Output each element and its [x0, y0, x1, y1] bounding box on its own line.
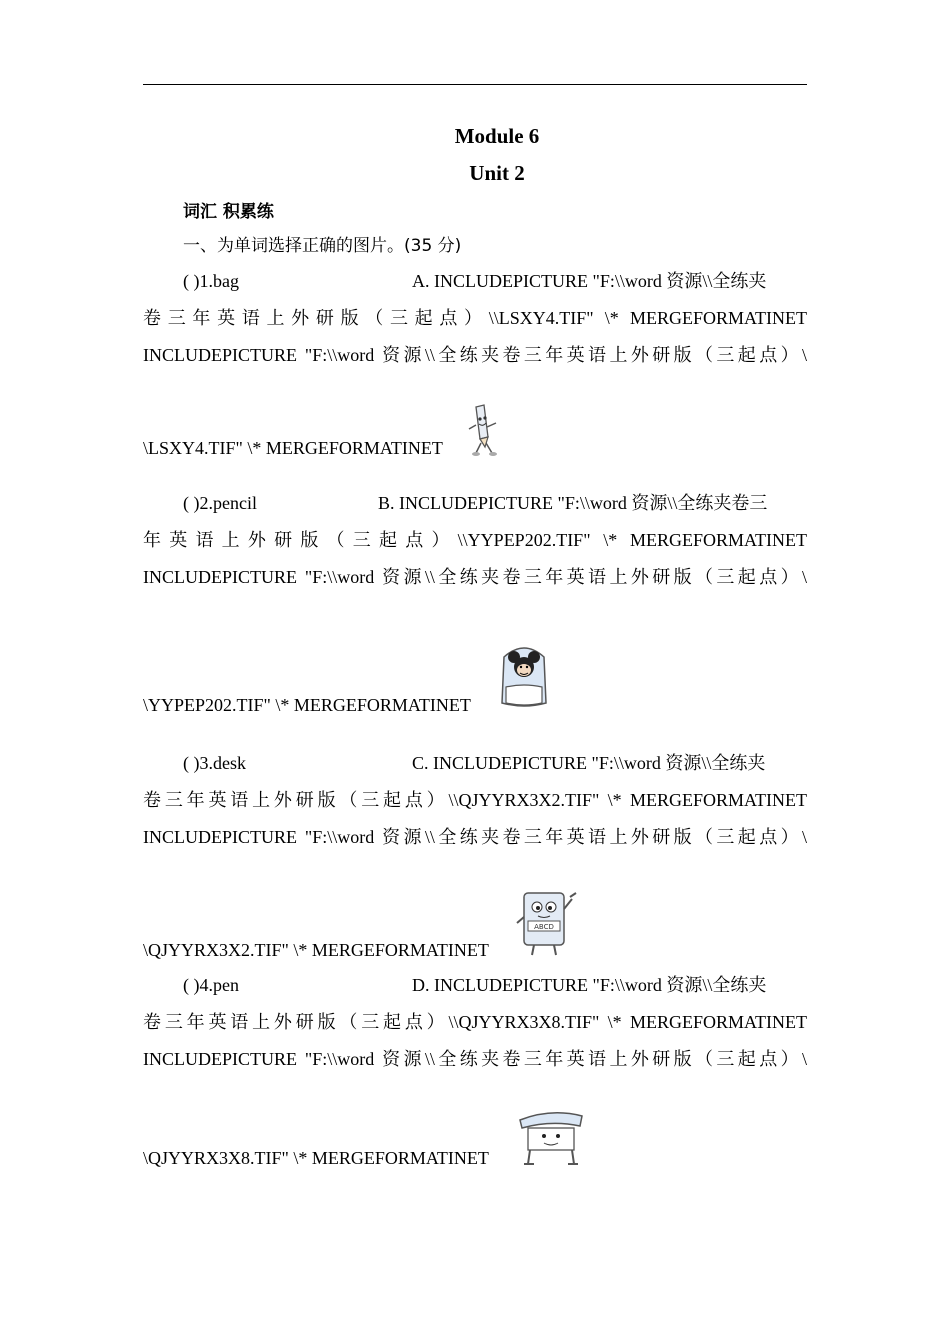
item-2-line4: \YYPEP202.TIF" \* MERGEFORMATINET [143, 695, 471, 715]
item-2-number: ( )2.pencil [183, 493, 257, 513]
desk-icon [516, 1108, 586, 1166]
item-4-option: D. INCLUDEPICTURE "F:\\word 资源\\全练夹 [412, 975, 767, 995]
item-1-option: A. INCLUDEPICTURE "F:\\word 资源\\全练夹 [412, 271, 767, 291]
item-4-number: ( )4.pen [183, 975, 239, 995]
header-rule [143, 84, 807, 85]
item-3-option: C. INCLUDEPICTURE "F:\\word 资源\\全练夹 [412, 753, 766, 773]
item-1-line2: 卷三年英语上外研版（三起点）\\LSXY4.TIF" \* MERGEFORMATINET [143, 308, 807, 328]
svg-text:ABCD: ABCD [534, 923, 554, 931]
pencil-box-icon [514, 887, 580, 957]
item-4-line2: 卷三年英语上外研版（三起点）\\QJYYRX3X8.TIF" \* MERGEFORMATINET [143, 1012, 807, 1032]
pencil-cartoon-icon [466, 403, 502, 457]
item-2-line2: 年英语上外研版（三起点）\\YYPEP202.TIF" \* MERGEFORMATINET [143, 530, 807, 550]
item-3-line2: 卷三年英语上外研版（三起点）\\QJYYRX3X2.TIF" \* MERGEFORMATINET [143, 790, 807, 810]
item-2-line3: INCLUDEPICTURE "F:\\word 资源\\全练夹卷三年英语上外研版（三起点）\ [143, 567, 807, 587]
item-3-line4: \QJYYRX3X2.TIF" \* MERGEFORMATINET [143, 940, 489, 960]
item-2-option: B. INCLUDEPICTURE "F:\\word 资源\\全练夹卷三 [378, 493, 768, 513]
unit-title: Unit 2 [469, 161, 525, 185]
item-4-line4: \QJYYRX3X8.TIF" \* MERGEFORMATINET [143, 1148, 489, 1168]
item-3-number: ( )3.desk [183, 753, 246, 773]
section-title: 词汇 积累练 [183, 202, 274, 222]
item-4-line3: INCLUDEPICTURE "F:\\word 资源\\全练夹卷三年英语上外研版（三起点）\ [143, 1049, 807, 1069]
item-3-line3: INCLUDEPICTURE "F:\\word 资源\\全练夹卷三年英语上外研版（三起点）\ [143, 827, 807, 847]
module-title: Module 6 [454, 124, 540, 148]
item-1-line4: \LSXY4.TIF" \* MERGEFORMATINET [143, 438, 443, 458]
backpack-icon [496, 643, 552, 709]
item-1-number: ( )1.bag [183, 271, 239, 291]
exercise-instruction: 一、为单词选择正确的图片。(35 分) [183, 236, 462, 256]
item-1-line3: INCLUDEPICTURE "F:\\word 资源\\全练夹卷三年英语上外研版（三起点）\ [143, 345, 807, 365]
